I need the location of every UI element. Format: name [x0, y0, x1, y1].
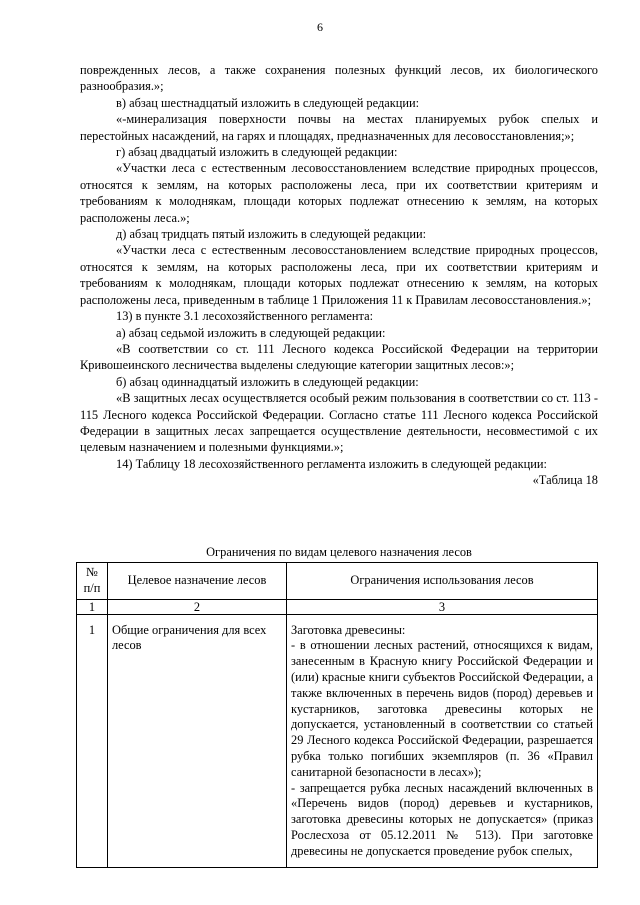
- paragraph: а) абзац седьмой изложить в следующей редакции:: [116, 325, 386, 340]
- paragraph: д) абзац тридцать пятый изложить в следующей редакции:: [116, 227, 427, 242]
- row-restrictions: [287, 614, 598, 867]
- row-purpose: Общие ограничения для всех лесов: [108, 614, 287, 867]
- table-caption: Ограничения по видам целевого назначения лесов: [206, 545, 472, 559]
- table-row: [77, 614, 598, 867]
- paragraph: г) абзац двадцатый изложить в следующей редакции:: [116, 145, 398, 160]
- paragraph: б) абзац одиннадцатый изложить в следующей редакции:: [116, 374, 419, 389]
- paragraph: «В соответствии со ст. 111 Лесного кодекса Российской Федерации на территории Кривошеинского лесничества выделены следующие категории защитных лесов:»;: [80, 341, 598, 373]
- paragraph: поврежденных лесов, а также сохранения полезных функций лесов, их биологического разнообразия.»;: [80, 63, 598, 94]
- paragraph: 14) Таблицу 18 лесохозяйственного регламента изложить в следующей редакции:: [116, 456, 547, 471]
- header-restrictions: Ограничения использования лесов: [287, 563, 598, 600]
- paragraph: «-минерализация поверхности почвы на местах планируемых рубок спелых и перестойных насаждений, на гарях и площадях, предназначенных для лесовосстановления;»;: [80, 112, 598, 143]
- paragraph: в) абзац шестнадцатый изложить в следующей редакции:: [116, 95, 420, 110]
- column-number: 1: [77, 599, 108, 614]
- document-body: [80, 62, 598, 489]
- table-header-row: [77, 563, 598, 600]
- row-number: 1: [77, 614, 108, 867]
- paragraph: 13) в пункте 3.1 лесохозяйственного регламента:: [116, 309, 374, 324]
- column-number: 3: [287, 599, 598, 614]
- column-number-row: [77, 599, 598, 614]
- paragraph: «Участки леса с естественным лесовосстановлением вследствие природных процессов, относятся к землям, на которых расположены леса, при их соответствии критериям и требованиям к молоднякам, площади которых подлежат отнесению к землям, на которых расположены леса, приведенным в таблице 1 Приложения 11 к Правилам лесовосстановления.»;: [80, 243, 598, 307]
- header-purpose: Целевое назначение лесов: [108, 563, 287, 600]
- page-number: 6: [317, 20, 323, 34]
- table-label: «Таблица 18: [532, 473, 598, 488]
- restrictions-table: [76, 562, 598, 868]
- paragraph: «Участки леса с естественным лесовосстановлением вследствие природных процессов, относятся к землям, на которых расположены леса, при их соответствии критериям и требованиям к молоднякам, площади которых подлежат отнесению к землям, на которых расположены леса.»;: [80, 161, 598, 225]
- header-number: № п/п: [77, 563, 108, 600]
- restriction-line: - запрещается рубка лесных насаждений включенных в «Перечень видов (пород) деревьев и кустарников, заготовка древесины которых не допускается» (приказ Рослесхоза от 05.12.2011 № 513). При заготовке древесины не допускается проведение рубок спелых,: [291, 780, 593, 858]
- restriction-line: - в отношении лесных растений, относящихся к видам, занесенным в Красную книгу Российской Федерации и (или) красные книги субъектов Российской Федерации, а также включенных в перечень видов (пород) деревьев и кустарников, заготовка древесины которых не допускается, установленный в соответствии со статьей 29 Лесного кодекса Российской Федерации, разрешается рубка только погибших экземпляров (п. 36 «Правил санитарной безопасности в лесах»);: [291, 638, 593, 779]
- restriction-line: Заготовка древесины:: [291, 622, 406, 637]
- paragraph: «В защитных лесах осуществляется особый режим пользования в соответствии со ст. 113 - 115 Лесного кодекса Российской Федерации. Согласно статье 111 Лесного кодекса Российской Федерации в защитных лесах запрещается осуществление деятельности, несовместимой с их целевым назначением и полезными функциями.»;: [80, 391, 598, 455]
- column-number: 2: [108, 599, 287, 614]
- restrictions-text: [291, 623, 593, 867]
